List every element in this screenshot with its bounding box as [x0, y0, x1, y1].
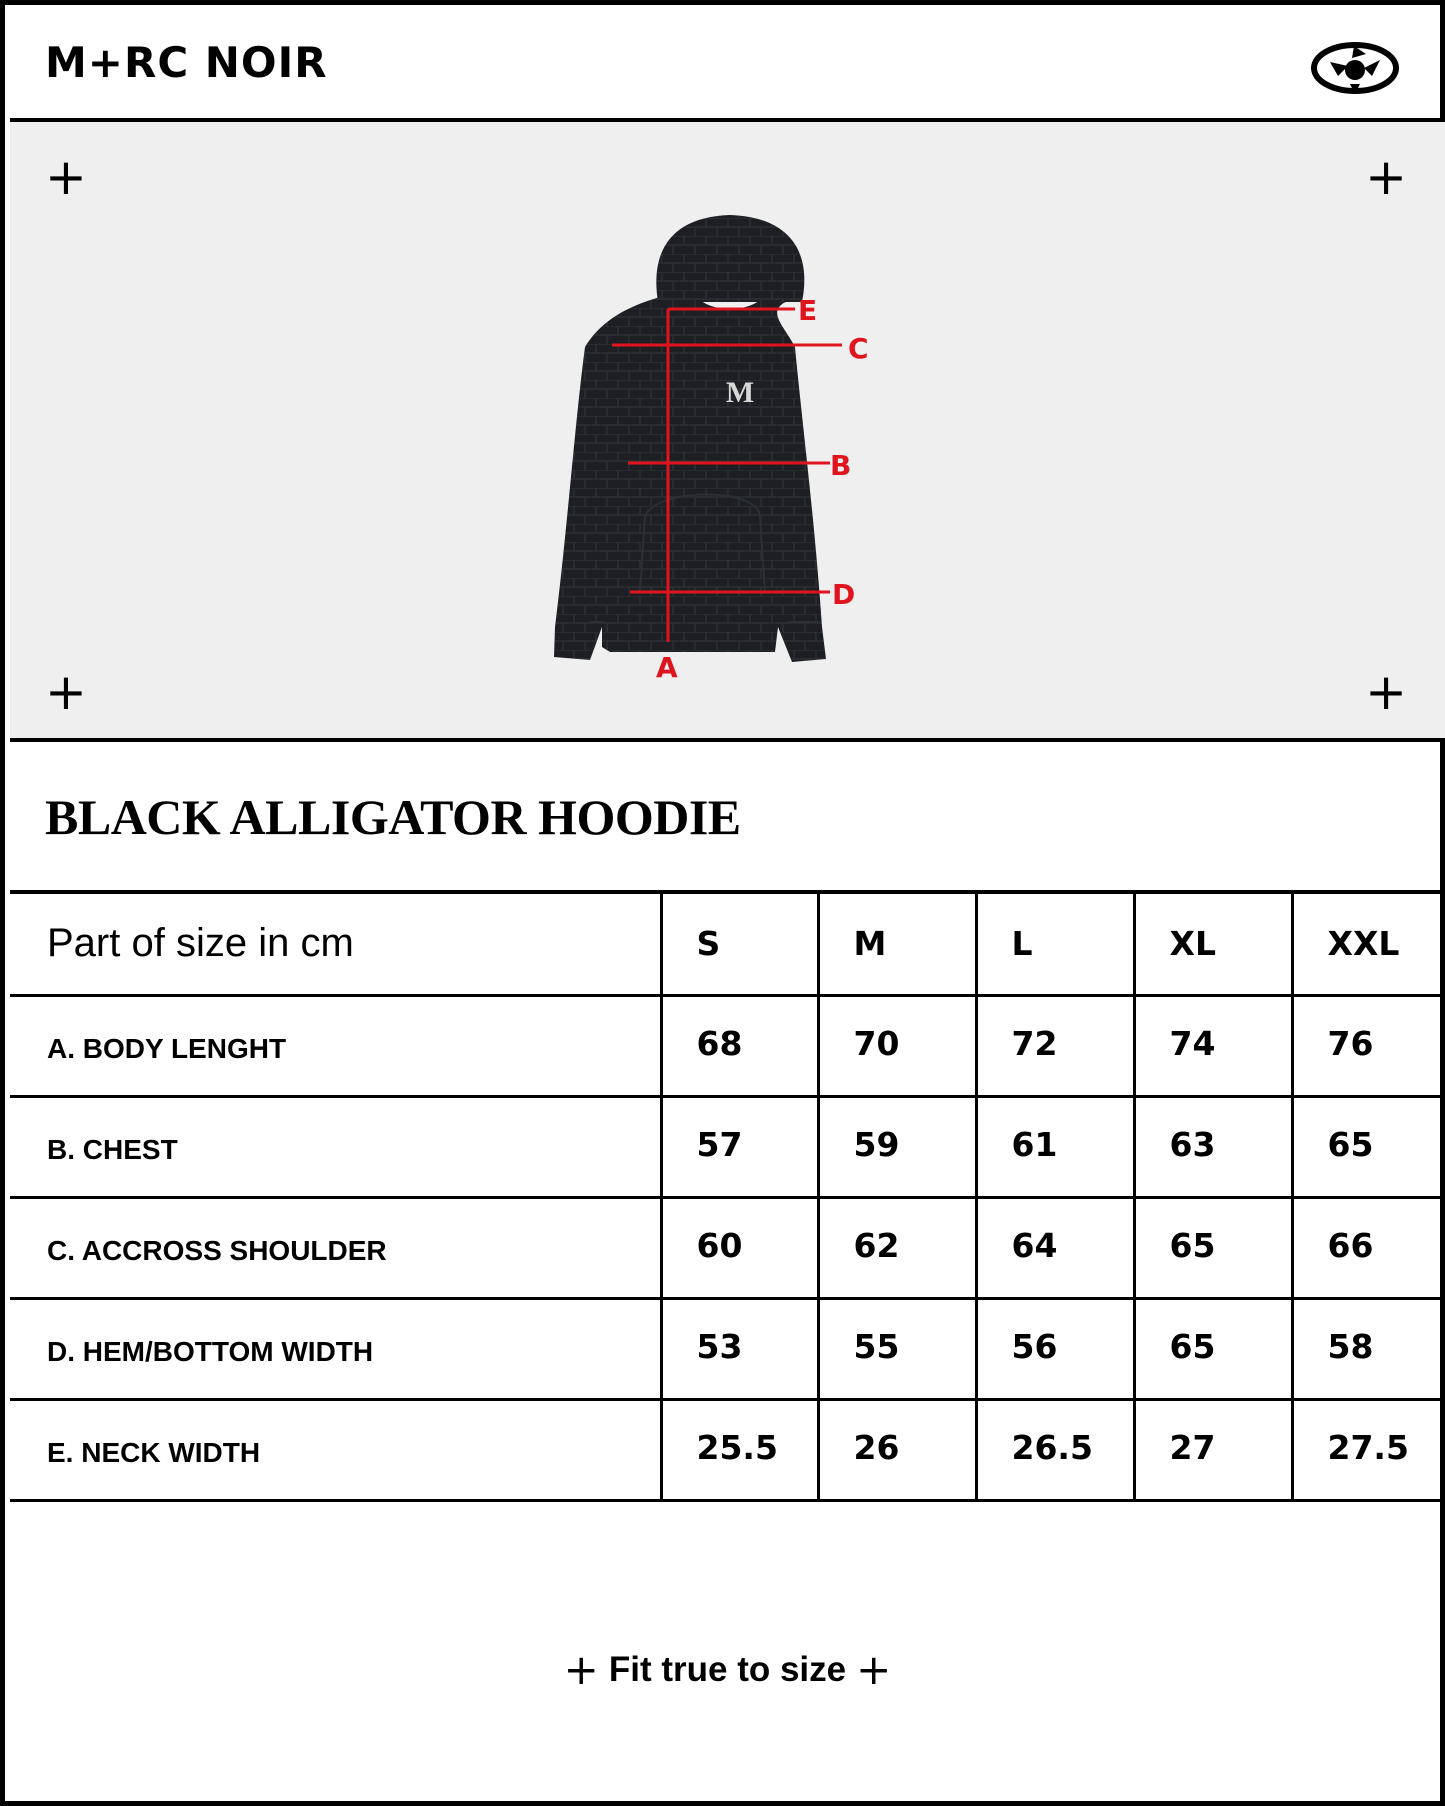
brand-name: M+RC NOIR [45, 38, 328, 87]
table-row [10, 1399, 1445, 1500]
hoodie-body [554, 297, 826, 662]
product-image-panel [10, 122, 1445, 742]
table-header-row [10, 894, 1445, 995]
hoodie-hood [656, 215, 804, 302]
corner-plus-icon: + [1365, 148, 1407, 206]
table-cell: 76 [1292, 995, 1445, 1096]
hoodie-measurement-diagram [530, 182, 930, 702]
plus-icon: + [563, 1645, 599, 1694]
row-label: B. CHEST [10, 1096, 661, 1197]
row-label: D. HEM/BOTTOM WIDTH [10, 1298, 661, 1399]
label-d: D [832, 578, 856, 611]
row-label: C. ACCROSS SHOULDER [10, 1197, 661, 1298]
table-row [10, 1096, 1445, 1197]
table-cell: 58 [1292, 1298, 1445, 1399]
table-row [10, 1197, 1445, 1298]
table-cell: 65 [1134, 1298, 1292, 1399]
table-cell: 27.5 [1292, 1399, 1445, 1500]
table-cell: 65 [1134, 1197, 1292, 1298]
label-a: A [656, 651, 678, 684]
table-cell: 57 [661, 1096, 818, 1197]
arrow-eye-logo-icon [1310, 40, 1400, 96]
table-cell: 65 [1292, 1096, 1445, 1197]
row-label: E. NECK WIDTH [10, 1399, 661, 1500]
table-row [10, 995, 1445, 1096]
header-part-label: Part of size in cm [10, 894, 661, 995]
row-label: A. BODY LENGHT [10, 995, 661, 1096]
fit-note: Fit true to size [608, 1649, 847, 1689]
size-table [10, 894, 1445, 1502]
size-header-xxl: XXL [1292, 894, 1445, 995]
table-cell: 64 [976, 1197, 1134, 1298]
corner-plus-icon: + [45, 148, 87, 206]
plus-icon: + [856, 1645, 892, 1694]
table-cell: 63 [1134, 1096, 1292, 1197]
table-cell: 26.5 [976, 1399, 1134, 1500]
table-cell: 53 [661, 1298, 818, 1399]
corner-plus-icon: + [45, 663, 87, 721]
table-row [10, 1298, 1445, 1399]
label-b: B [830, 449, 852, 482]
table-cell: 60 [661, 1197, 818, 1298]
label-c: C [848, 332, 869, 365]
title-bar [10, 742, 1445, 894]
label-e: E [798, 294, 818, 327]
table-cell: 62 [818, 1197, 976, 1298]
table-cell: 68 [661, 995, 818, 1096]
chest-logo: M [725, 376, 755, 409]
table-cell: 70 [818, 995, 976, 1096]
size-header-xl: XL [1134, 894, 1292, 995]
table-cell: 55 [818, 1298, 976, 1399]
table-cell: 26 [818, 1399, 976, 1500]
size-header-l: L [976, 894, 1134, 995]
corner-plus-icon: + [1365, 663, 1407, 721]
header [10, 10, 1445, 122]
footer [10, 1645, 1445, 1694]
table-cell: 59 [818, 1096, 976, 1197]
table-cell: 66 [1292, 1197, 1445, 1298]
table-cell: 25.5 [661, 1399, 818, 1500]
table-cell: 74 [1134, 995, 1292, 1096]
table-cell: 72 [976, 995, 1134, 1096]
size-header-m: M [818, 894, 976, 995]
product-title: BLACK ALLIGATOR HOODIE [45, 789, 741, 845]
size-header-s: S [661, 894, 818, 995]
table-cell: 56 [976, 1298, 1134, 1399]
table-cell: 27 [1134, 1399, 1292, 1500]
table-cell: 61 [976, 1096, 1134, 1197]
